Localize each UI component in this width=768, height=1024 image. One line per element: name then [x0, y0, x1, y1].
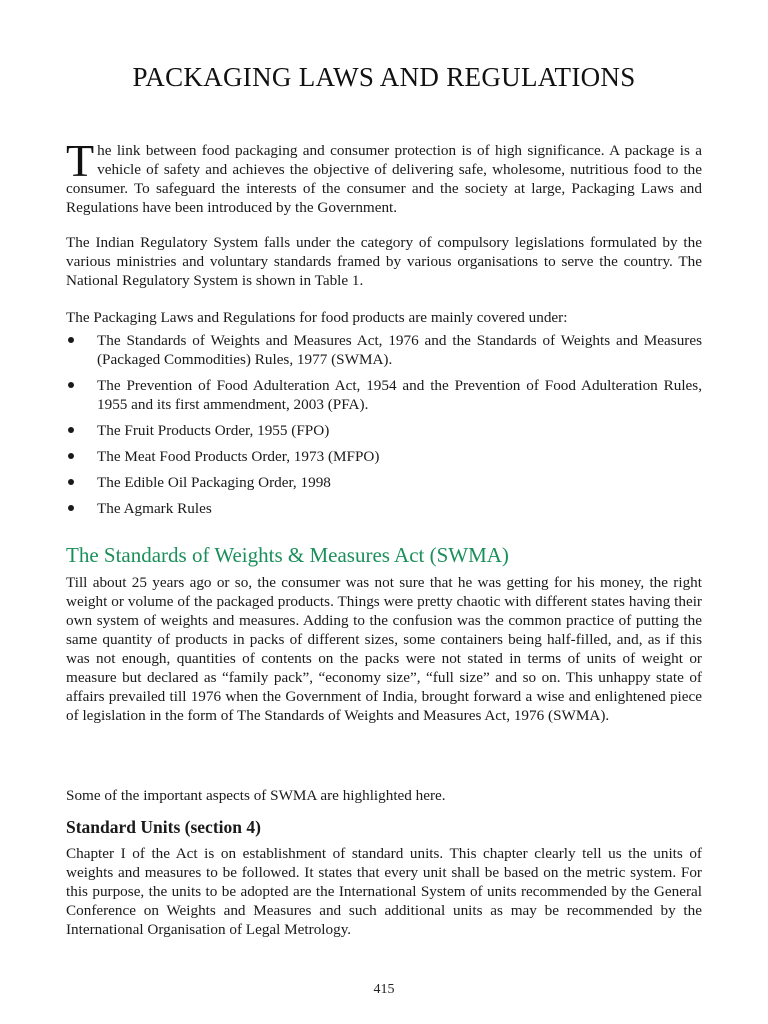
list-item-text: The Fruit Products Order, 1955 (FPO): [97, 422, 330, 439]
subsection-heading-standard-units: Standard Units (section 4): [66, 817, 261, 837]
list-item: [66, 473, 702, 492]
bullet-icon: [68, 427, 74, 433]
list-item-text: The Edible Oil Packaging Order, 1998: [97, 474, 331, 491]
swma-aspects-paragraph: Some of the important aspects of SWMA are highlighted here.: [66, 787, 446, 804]
list-item: [66, 499, 702, 518]
list-item: [66, 331, 702, 369]
list-item: [66, 447, 702, 466]
covered-under-paragraph: The Packaging Laws and Regulations for food products are mainly covered under:: [66, 309, 568, 326]
list-item: [66, 421, 702, 440]
list-item-text: The Agmark Rules: [97, 500, 212, 517]
list-item-text: The Standards of Weights and Measures Act, 1976 and the Standards of Weights and Measures (Packaged Commodities) Rules, 1977 (SWMA).: [97, 332, 702, 368]
bullet-icon: [68, 382, 74, 388]
list-item-text: The Meat Food Products Order, 1973 (MFPO): [97, 448, 380, 465]
section-heading-swma: The Standards of Weights & Measures Act (SWMA): [66, 543, 509, 567]
regulatory-system-paragraph: The Indian Regulatory System falls under the category of compulsory legislations formulated by the various ministries and voluntary standards framed by various organisations to serve the country. The National Regulatory System is shown in Table 1.: [66, 234, 702, 289]
page-title: PACKAGING LAWS AND REGULATIONS: [132, 62, 636, 92]
list-item: [66, 376, 702, 414]
bullet-icon: [68, 479, 74, 485]
swma-paragraph: Till about 25 years ago or so, the consumer was not sure that he was getting for his money, the right weight or volume of the packaged products. Things were pretty chaotic with different states having their own system of weights and measures. Adding to the confusion was the common practice of putting the same quantity of products in packs of different sizes, some containers being half-filled, and, as if this was not enough, quantities of contents on the packs were not stated in terms of units of weight or measure but declared as “family pack”, “economy size”, “full size” and so on. This unhappy state of affairs prevailed till 1976 when the Government of India, brought forward a wise and enlightened piece of legislation in the form of The Standards of Weights and Measures Act, 1976 (SWMA).: [66, 574, 702, 724]
laws-list: [66, 331, 702, 518]
intro-paragraph: [66, 135, 702, 217]
list-item-text: The Prevention of Food Adulteration Act, 1954 and the Prevention of Food Adulteration Rules, 1955 and its first ammendment, 2003 (PFA).: [97, 377, 702, 413]
standard-units-paragraph: Chapter I of the Act is on establishment of standard units. This chapter clearly tell us the units of weights and measures to be followed. It states that every unit shall be based on the metric system. For this purpose, the units to be adopted are the International System of units recommended by the General Conference on Weights and Measures and such additional units as may be recommended by the International Organisation of Legal Metrology.: [66, 845, 702, 938]
bullet-icon: [68, 337, 74, 343]
bullet-icon: [68, 453, 74, 459]
drop-cap: T: [66, 135, 95, 186]
page-number: 415: [373, 982, 395, 997]
intro-text: he link between food packaging and consumer protection is of high significance. A package is a vehicle of safety and achieves the objective of delivering safe, wholesome, nutritious food to the consumer. To safeguard the interests of the consumer and the society at large, Packaging Laws and Regulations have been introduced by the Government.: [66, 142, 702, 216]
bullet-icon: [68, 505, 74, 511]
